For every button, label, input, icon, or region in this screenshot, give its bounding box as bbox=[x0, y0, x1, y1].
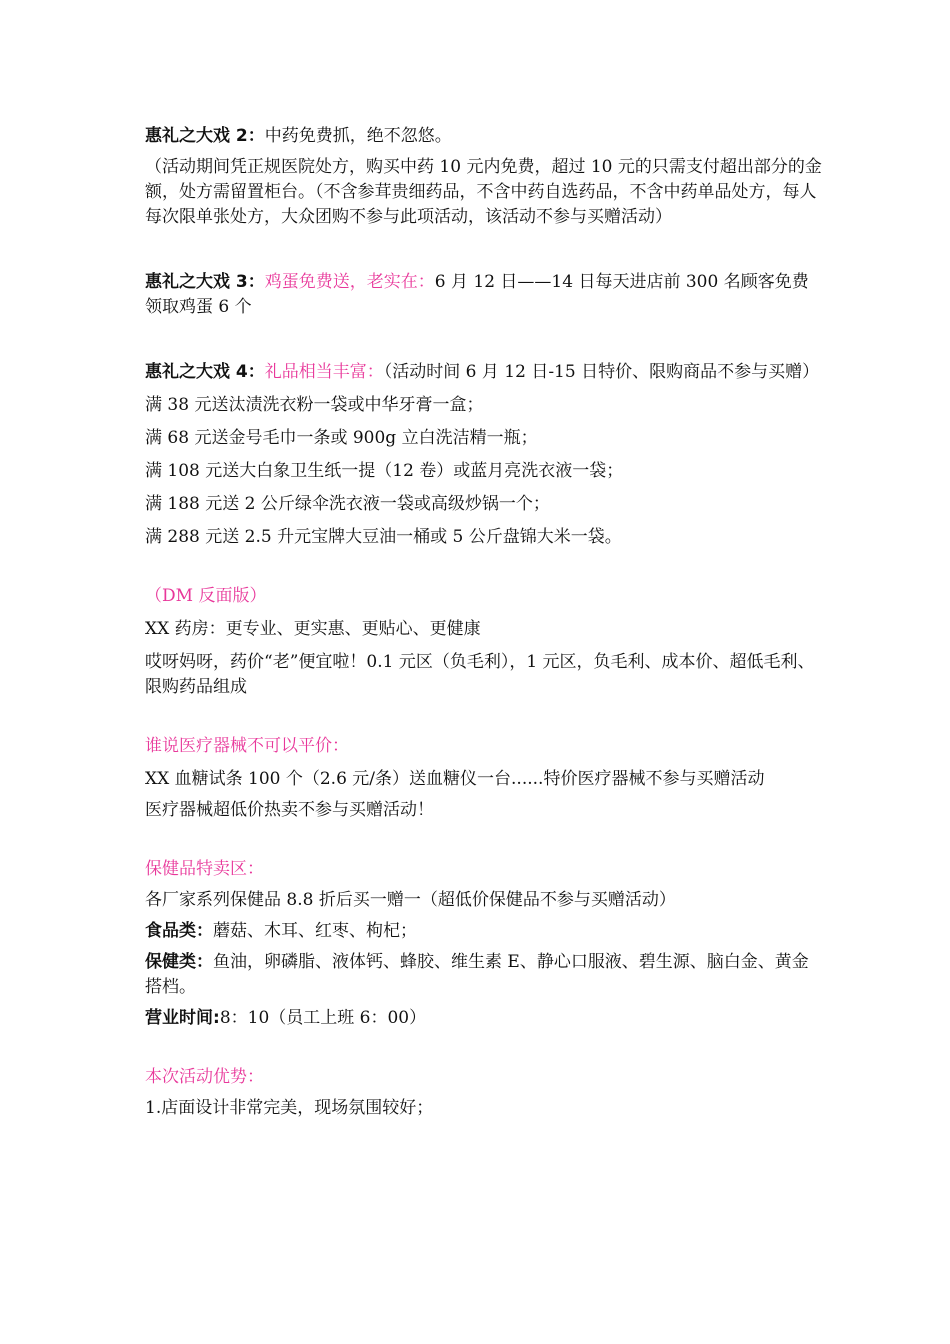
gift-item: 满 288 元送 2.5 升元宝牌大豆油一桶或 5 公斤盘锦大米一袋。 bbox=[145, 527, 622, 547]
section-4-title: 礼品相当丰富： bbox=[264, 362, 384, 382]
gift-item: 满 108 元送大白象卫生纸一提（12 卷）或蓝月亮洗衣液一袋； bbox=[145, 461, 624, 481]
care-line bbox=[145, 950, 825, 1000]
device-line-1: XX 血糖试条 100 个（2.6 元/条）送血糖仪一台......特价医疗器械不参与买赠活动 bbox=[145, 769, 765, 789]
dm-description: 哎呀妈呀，药价“老”便宜啦！0.1 元区（负毛利），1 元区，负毛利、成本价、超低毛利、限购药品组成 bbox=[145, 652, 815, 697]
care-text: 鱼油，卵磷脂、液体钙、蜂胶、维生素 E、静心口服液、碧生源、脑白金、黄金搭档。 bbox=[145, 952, 809, 997]
section-2-body: （活动期间凭正规医院处方，购买中药 10 元内免费，超过 10 元的只需支付超出部分的金额，处方需留置柜台。（不含参茸贵细药品，不含中药自选药品，不含中药单品处方，每人每次限单张处方，大众团购不参与此项活动，该活动不参与买赠活动） bbox=[145, 157, 822, 227]
dm-label: （DM 反面版） bbox=[145, 586, 267, 606]
section-3-body: 6 月 12 日——14 日每天进店前 300 名顾客免费领取鸡蛋 6 个 bbox=[145, 272, 809, 317]
health-line-1: 各厂家系列保健品 8.8 折后买一赠一（超低价保健品不参与买赠活动） bbox=[145, 890, 676, 910]
section-2-title-line bbox=[145, 124, 825, 149]
section-4-line bbox=[145, 360, 825, 385]
hours-text: 8：10（员工上班 6：00） bbox=[219, 1008, 427, 1028]
gift-item: 满 188 元送 2 公斤绿伞洗衣液一袋或高级炒锅一个； bbox=[145, 494, 550, 514]
section-2-heading: 惠礼之大戏 2： bbox=[145, 126, 265, 146]
section-2-title: 中药免费抓，绝不忽悠。 bbox=[264, 126, 452, 146]
device-heading: 谁说医疗器械不可以平价： bbox=[145, 736, 349, 756]
food-text: 蘑菇、木耳、红枣、枸杞； bbox=[213, 921, 417, 941]
hours-line bbox=[145, 1006, 825, 1031]
health-heading: 保健品特卖区： bbox=[145, 859, 264, 879]
food-label: 食品类： bbox=[145, 921, 213, 941]
care-label: 保健类： bbox=[145, 952, 213, 972]
section-4-body: （活动时间 6 月 12 日-15 日特价、限购商品不参与买赠） bbox=[383, 362, 820, 382]
section-3-line bbox=[145, 270, 825, 320]
food-line bbox=[145, 919, 825, 944]
dm-slogan: XX 药房：更专业、更实惠、更贴心、更健康 bbox=[145, 619, 481, 639]
section-4-heading: 惠礼之大戏 4： bbox=[145, 362, 265, 382]
advantage-item-1: 1.店面设计非常完美，现场氛围较好； bbox=[145, 1098, 434, 1118]
advantage-heading: 本次活动优势： bbox=[145, 1067, 264, 1087]
gift-item: 满 68 元送金号毛巾一条或 900g 立白洗洁精一瓶； bbox=[145, 428, 538, 448]
section-3-heading: 惠礼之大戏 3： bbox=[145, 272, 265, 292]
device-line-2: 医疗器械超低价热卖不参与买赠活动！ bbox=[145, 800, 434, 820]
hours-label: 营业时间: bbox=[145, 1008, 220, 1028]
document-page bbox=[145, 124, 825, 1121]
section-3-title: 鸡蛋免费送，老实在： bbox=[264, 272, 435, 292]
gift-item: 满 38 元送汰渍洗衣粉一袋或中华牙膏一盒； bbox=[145, 395, 484, 415]
